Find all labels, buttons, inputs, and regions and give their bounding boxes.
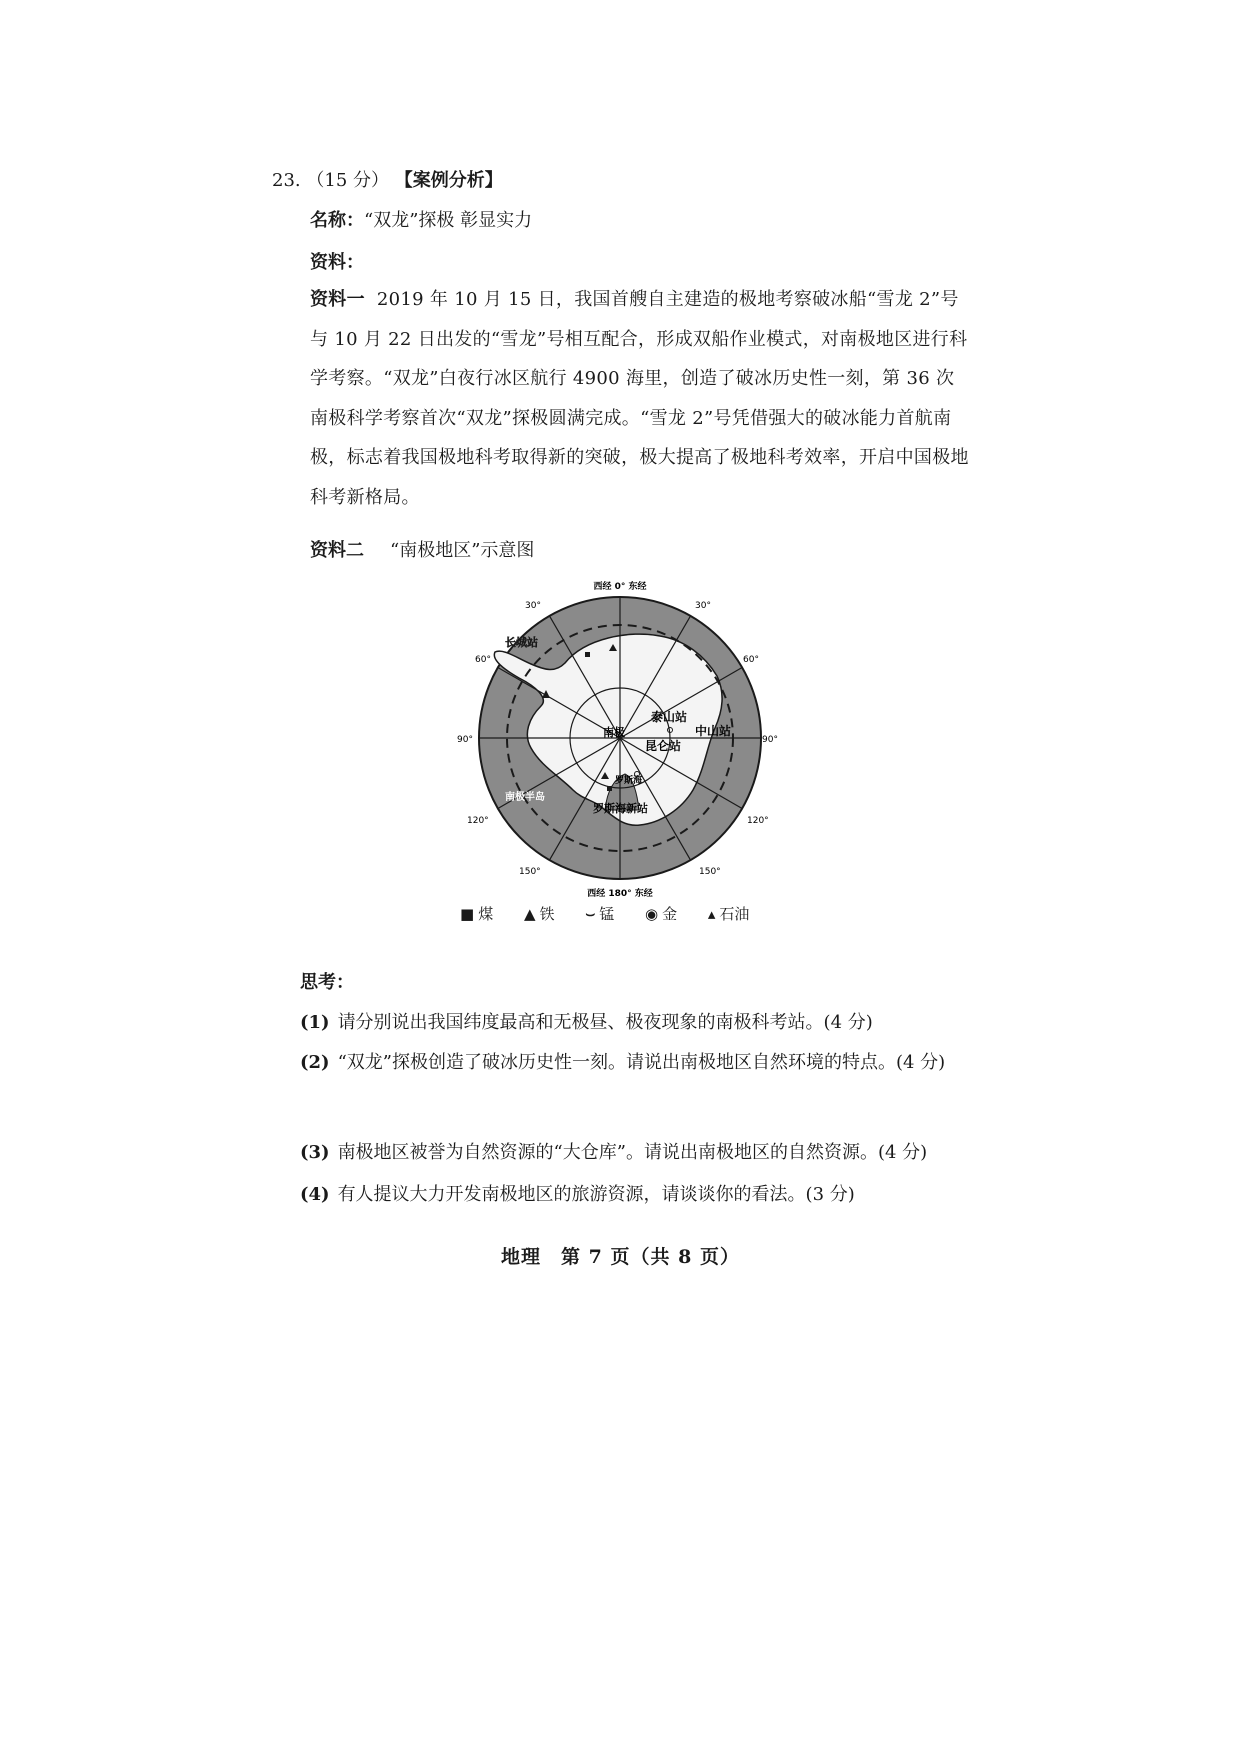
question-1-text: 请分别说出我国纬度最高和无极昼、极夜现象的南极科考站。(4 分) bbox=[337, 1012, 873, 1033]
question-1-number: (1) bbox=[300, 1012, 330, 1033]
lon-30-left: 30° bbox=[525, 601, 541, 611]
south-pole-label: 南极 bbox=[603, 726, 625, 739]
name-label: 名称： bbox=[310, 210, 364, 231]
lon-90-left: 90° bbox=[457, 735, 473, 745]
name-value: “双龙”探极 彰显实力 bbox=[364, 210, 533, 231]
antarctica-map bbox=[455, 578, 785, 898]
material-two-caption: “南极地区”示意图 bbox=[390, 540, 535, 561]
station-kunlun: 昆仑站 bbox=[645, 739, 682, 753]
thinking-heading: 思考： bbox=[300, 972, 354, 993]
map-top-label: 西经 0° 东经 bbox=[593, 582, 647, 592]
lon-90-right: 90° bbox=[762, 735, 778, 745]
question-2 bbox=[300, 1040, 980, 1086]
question-score: （15 分） bbox=[306, 170, 390, 191]
material-two bbox=[310, 540, 534, 562]
ross-sea-label: 罗斯海 bbox=[615, 776, 643, 786]
lon-150-right: 150° bbox=[699, 867, 721, 877]
gold-legend-icon: ◉ bbox=[645, 905, 659, 923]
station-changcheng: 长城站 bbox=[505, 636, 538, 649]
legend-manganese: ⌣ 锰 bbox=[585, 905, 615, 923]
legend-coal: ■ 煤 bbox=[460, 905, 494, 923]
lon-60-right: 60° bbox=[743, 655, 759, 665]
page-footer: 地理 第 7 页（共 8 页） bbox=[501, 1246, 740, 1268]
legend-oil: ▴ 石油 bbox=[707, 905, 750, 923]
map-bottom-label: 西经 180° 东经 bbox=[587, 889, 653, 898]
question-3 bbox=[300, 1142, 927, 1164]
lon-60-left: 60° bbox=[475, 655, 491, 665]
question-1 bbox=[300, 1012, 873, 1034]
coal-symbol bbox=[607, 786, 612, 791]
question-type: 【案例分析】 bbox=[394, 170, 503, 191]
legend-gold: ◉ 金 bbox=[645, 905, 678, 923]
question-2-number: (2) bbox=[300, 1052, 330, 1073]
coal-symbol bbox=[585, 652, 590, 657]
iron-legend-icon: ▲ bbox=[523, 905, 536, 923]
lon-120-left: 120° bbox=[467, 816, 489, 826]
station-taishan: 泰山站 bbox=[651, 710, 688, 724]
question-name bbox=[310, 210, 532, 232]
lon-30-right: 30° bbox=[695, 601, 711, 611]
material-heading: 资料： bbox=[310, 252, 364, 273]
map-legend bbox=[460, 903, 775, 924]
lon-120-right: 120° bbox=[747, 816, 769, 826]
question-header bbox=[272, 170, 503, 192]
question-3-text: 南极地区被誉为自然资源的“大仓库”。请说出南极地区的自然资源。(4 分) bbox=[337, 1142, 928, 1163]
manganese-legend-icon: ⌣ bbox=[585, 905, 596, 923]
question-4 bbox=[300, 1184, 855, 1206]
station-zhongshan: 中山站 bbox=[695, 724, 732, 738]
oil-legend-icon: ▴ bbox=[707, 905, 716, 923]
question-number: 23. bbox=[272, 170, 301, 191]
station-luosihai: 罗斯海新站 bbox=[593, 802, 648, 815]
coal-legend-icon: ■ bbox=[460, 905, 475, 923]
question-2-text: “双龙”探极创造了破冰历史性一刻。请说出南极地区自然环境的特点。(4 分) bbox=[337, 1052, 946, 1073]
material-one bbox=[310, 280, 970, 517]
material-one-label: 资料一 bbox=[310, 289, 365, 310]
region-left-label: 南极半岛 bbox=[505, 792, 545, 803]
question-4-text: 有人提议大力开发南极地区的旅游资源，请谈谈你的看法。(3 分) bbox=[337, 1184, 855, 1205]
question-3-number: (3) bbox=[300, 1142, 330, 1163]
material-two-label: 资料二 bbox=[310, 540, 364, 561]
question-4-number: (4) bbox=[300, 1184, 330, 1205]
lon-150-left: 150° bbox=[519, 867, 541, 877]
legend-iron: ▲ 铁 bbox=[523, 905, 555, 923]
material-one-text: 2019 年 10 月 15 日，我国首艘自主建造的极地考察破冰船“雪龙 2”号与 10 月 22 日出发的“雪龙”号相互配合，形成双船作业模式，对南极地区进行科学考察。“双龙”白夜行冰区航行 4900 海里，创造了破冰历史性一刻，第 36 次南极科学考察首次“双龙”探极圆满完成。“雪龙 2”号凭借强大的破冰能力首航南极，标志着我国极地科考取得新的突破，极大提高了极地科考效率，开启中国极地科考新格局。 bbox=[310, 289, 969, 508]
